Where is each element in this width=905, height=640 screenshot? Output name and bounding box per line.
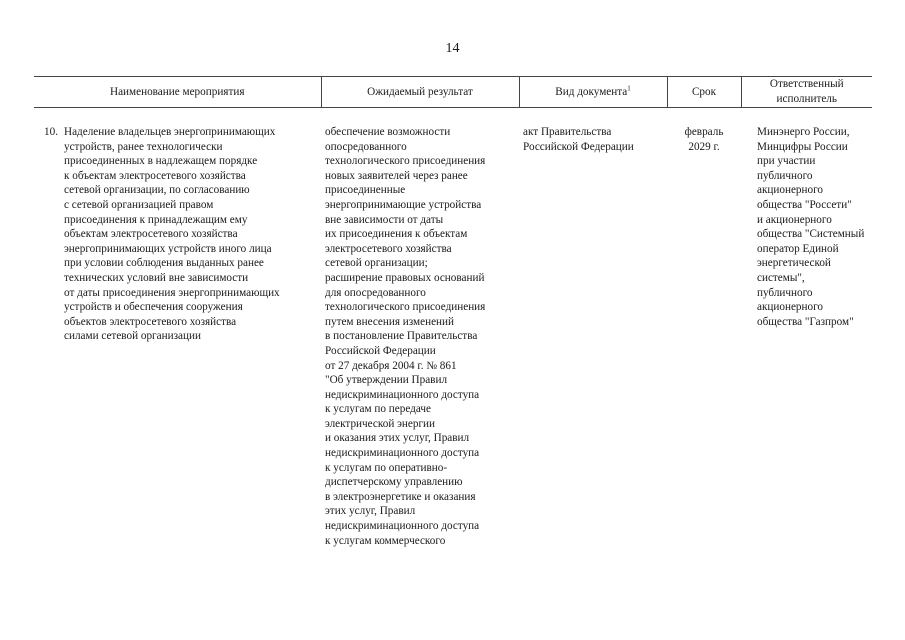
- text-line: устройств и обеспечения сооружения: [64, 301, 243, 314]
- cell-term: [667, 108, 741, 549]
- text-line: технологического присоединения: [325, 301, 486, 314]
- text-line: публичного: [757, 169, 813, 182]
- text-line: присоединенных в надлежащем порядке: [64, 155, 258, 168]
- text-line: технических условий вне зависимости: [64, 271, 249, 284]
- text-line: присоединенные: [325, 184, 406, 197]
- header-term: Срок: [667, 77, 741, 108]
- measures-table: [34, 76, 872, 548]
- text-line: недискриминационного доступа: [325, 447, 480, 460]
- text-line: 2029 г.: [688, 140, 720, 153]
- text-line: сетевой организации;: [325, 257, 428, 270]
- text-line: Российской Федерации: [523, 140, 634, 153]
- text-line: акционерного: [757, 301, 823, 314]
- text-line: силами сетевой организации: [64, 330, 201, 343]
- cell-responsible: [741, 108, 872, 549]
- footnote-mark: 1: [627, 83, 631, 92]
- text-line: недискриминационного доступа: [325, 388, 480, 401]
- text-line: опосредованного: [325, 140, 407, 153]
- row-number: 10.: [44, 126, 58, 138]
- text-line: к услугам по оперативно-: [325, 461, 448, 474]
- text-line: вне зависимости от даты: [325, 213, 444, 226]
- text-line: устройств, ранее технологически: [64, 140, 223, 153]
- text-line: от даты присоединения энергопринимающих: [64, 286, 280, 299]
- text-line: к услугам по передаче: [325, 403, 431, 416]
- text-line: Минцифры России: [757, 140, 848, 153]
- text-line: февраль: [684, 126, 724, 138]
- text-line: энергопринимающих устройств иного лица: [64, 242, 272, 255]
- text-line: их присоединения к объектам: [325, 228, 468, 241]
- text-line: от 27 декабря 2004 г. № 861: [325, 359, 457, 372]
- text-line: в постановление Правительства: [325, 330, 478, 343]
- text-line: электросетевого хозяйства: [325, 242, 452, 255]
- text-line: общества "Россети": [757, 198, 852, 211]
- text-line: объектов электросетевого хозяйства: [64, 315, 237, 328]
- text-line: и оказания этих услуг, Правил: [325, 432, 470, 445]
- text-line: энергетической: [757, 257, 831, 270]
- text-line: обеспечение возможности: [325, 126, 451, 138]
- text-line: недискриминационного доступа: [325, 520, 480, 533]
- header-responsible: Ответственный исполнитель: [741, 77, 872, 108]
- text-line: при участии: [757, 155, 816, 168]
- header-doc-type: Вид документа$^1$: [519, 77, 667, 108]
- cell-name: [34, 108, 321, 549]
- header-name: Наименование мероприятия: [34, 77, 321, 108]
- text-line: объектам электросетевого хозяйства: [64, 228, 238, 241]
- text-line: Наделение владельцев энергопринимающих: [64, 126, 276, 138]
- text-line: к объектам электросетевого хозяйства: [64, 169, 246, 182]
- text-line: путем внесения изменений: [325, 315, 455, 328]
- text-line: акт Правительства: [523, 126, 612, 138]
- cell-result: [321, 108, 519, 549]
- text-line: публичного: [757, 286, 813, 299]
- cell-doc-type: [519, 108, 667, 549]
- text-line: расширение правовых оснований: [325, 271, 485, 284]
- text-line: присоединения к принадлежащим ему: [64, 213, 248, 226]
- text-line: к услугам коммерческого: [325, 534, 446, 547]
- text-line: "Об утверждении Правил: [325, 374, 448, 387]
- text-line: сетевой организации, по согласованию: [64, 184, 250, 197]
- text-line: диспетчерскому управлению: [325, 476, 463, 489]
- text-line: акционерного: [757, 184, 823, 197]
- name-text: [64, 125, 317, 344]
- text-line: электрической энергии: [325, 417, 436, 430]
- text-line: Российской Федерации: [325, 344, 436, 357]
- text-line: этих услуг, Правил: [325, 505, 416, 518]
- table-header-row: [34, 77, 872, 108]
- text-line: Минэнерго России,: [757, 126, 850, 138]
- text-line: с сетевой организацией правом: [64, 198, 214, 211]
- text-line: общества "Системный: [757, 228, 865, 241]
- header-result: Ожидаемый результат: [321, 77, 519, 108]
- text-line: при условии соблюдения выданных ранее: [64, 257, 264, 270]
- text-line: системы",: [757, 271, 805, 284]
- text-line: технологического присоединения: [325, 155, 486, 168]
- page-number: 14: [445, 41, 460, 56]
- text-line: новых заявителей через ранее: [325, 169, 468, 182]
- text-line: в электроэнергетике и оказания: [325, 490, 476, 503]
- text-line: для опосредованного: [325, 286, 426, 299]
- text-line: общества "Газпром": [757, 315, 854, 328]
- text-line: и акционерного: [757, 213, 832, 226]
- text-line: энергопринимающие устройства: [325, 198, 482, 211]
- table-row: [34, 108, 872, 549]
- text-line: оператор Единой: [757, 242, 839, 255]
